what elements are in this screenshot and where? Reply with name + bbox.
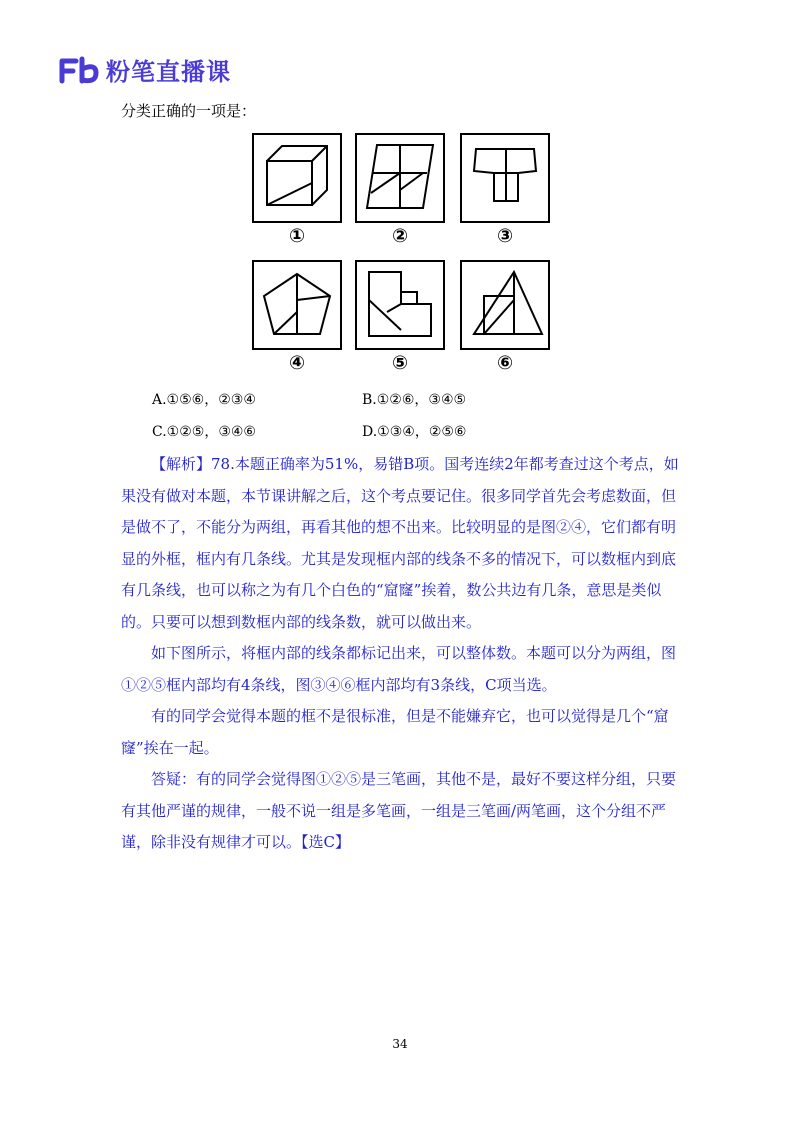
analysis-section xyxy=(121,449,681,859)
question-text: 分类正确的一项是： xyxy=(121,102,257,120)
figure-3-shape xyxy=(460,133,550,223)
figure-1-shape xyxy=(252,133,342,223)
figure-5-shape xyxy=(355,260,445,350)
option-c[interactable]: C.①②⑤，③④⑥ xyxy=(152,424,256,440)
analysis-paragraph-4: 答疑：有的同学会觉得图①②⑤是三笔画，其他不是，最好不要这样分组，只要有其他严谨的规律，一般不说一组是多笔画，一组是三笔画/两笔画，这个分组不严谨，除非没有规律才可以。【选C】 xyxy=(121,770,677,851)
analysis-paragraph-3: 有的同学会觉得本题的框不是很标准，但是不能嫌弃它，也可以觉得是几个“窟窿”挨在一起。 xyxy=(121,707,669,757)
figure-4-label: ④ xyxy=(288,352,306,374)
answer-options xyxy=(152,383,572,447)
analysis-paragraph-1: 【解析】78.本题正确率为51%，易错B项。国考连续2年都考查过这个考点，如果没有做对本题，本节课讲解之后，这个考点要记住。很多同学首先会考虑数面，但是做不了，不能分为两组，再看其他的想不出来。比较明显的是图②④，它们都有明显的外框，框内有几条线。尤其是发现框内部的线条不多的情况下，可以数框内到底有几条线，也可以称之为有几个白色的“窟窿”挨着，数公共边有几条，意思是类似的。只要可以想到数框内部的线条数，就可以做出来。 xyxy=(121,455,679,631)
figure-6-label: ⑥ xyxy=(496,352,514,374)
figure-2-label: ② xyxy=(391,225,409,247)
logo-text: 粉笔直播课 xyxy=(106,58,231,86)
figure-1 xyxy=(252,133,342,251)
figure-1-label: ① xyxy=(288,225,306,247)
figure-grid xyxy=(248,133,553,373)
page-number: 34 xyxy=(392,1037,408,1051)
figure-4-shape xyxy=(252,260,342,350)
fb-logo-icon xyxy=(58,55,102,85)
figure-6-shape xyxy=(460,260,550,350)
analysis-paragraph-2: 如下图所示，将框内部的线条都标记出来，可以整体数。本题可以分为两组，图①②⑤框内部均有4条线，图③④⑥框内部均有3条线，C项当选。 xyxy=(121,644,677,694)
option-d[interactable]: D.①③④，②⑤⑥ xyxy=(362,424,467,440)
figure-4 xyxy=(252,260,342,378)
figure-3-label: ③ xyxy=(496,225,514,247)
option-b[interactable]: B.①②⑥，③④⑤ xyxy=(362,392,467,408)
figure-2-shape xyxy=(355,133,445,223)
figure-5-label: ⑤ xyxy=(391,352,409,374)
figure-3 xyxy=(460,133,550,251)
figure-5 xyxy=(355,260,445,378)
header-logo xyxy=(58,52,231,87)
figure-6 xyxy=(460,260,550,378)
figure-2 xyxy=(355,133,445,251)
option-a[interactable]: A.①⑤⑥，②③④ xyxy=(152,392,256,408)
